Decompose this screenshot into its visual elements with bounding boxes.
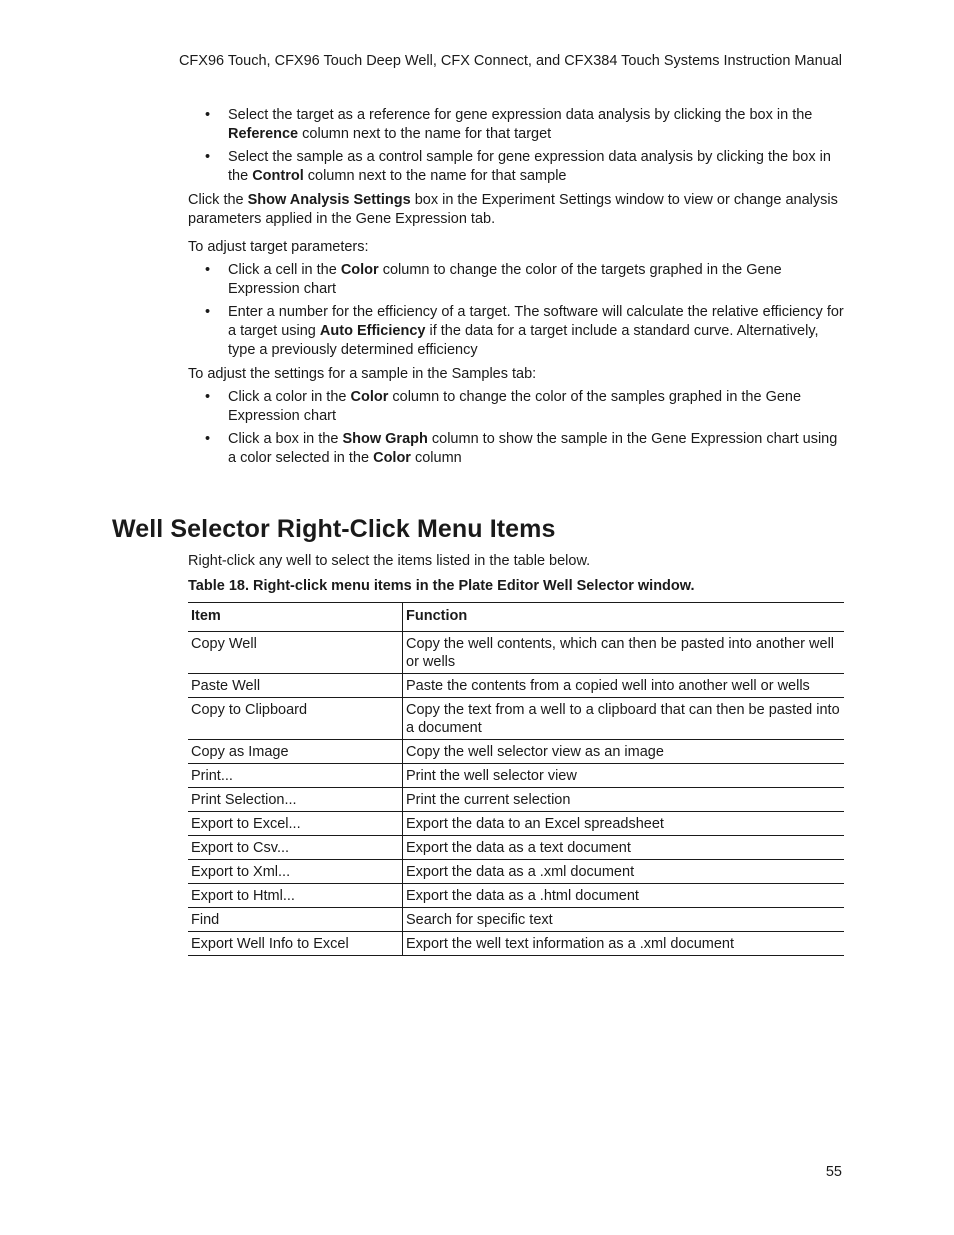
table-row xyxy=(188,812,844,836)
table-row xyxy=(188,860,844,884)
cell-function: Copy the text from a well to a clipboard that can then be pasted into a document xyxy=(406,702,840,736)
cell-item: Copy Well xyxy=(188,632,403,674)
cell-function: Export the data as a .xml document xyxy=(406,864,635,880)
table-row xyxy=(188,908,844,932)
page-number: 55 xyxy=(825,1164,842,1180)
bullet-list-samples xyxy=(188,388,844,468)
bullet-item: • Click a color in the Color column to change the color of the samples graphed in the Gene Expression chart xyxy=(188,388,844,426)
column-header-function: Function xyxy=(406,608,468,624)
cell-function: Export the well text information as a .xml document xyxy=(406,936,735,952)
table-caption: Table 18. Right-click menu items in the Plate Editor Well Selector window. xyxy=(188,578,695,594)
table-row xyxy=(188,884,844,908)
bullet-list-targets xyxy=(188,261,844,360)
cell-function: Export the data as a .html document xyxy=(406,888,639,904)
cell-item: Export to Csv... xyxy=(188,836,403,860)
table-row xyxy=(188,836,844,860)
cell-item: Export Well Info to Excel xyxy=(188,932,403,956)
bullet-list-selection xyxy=(188,106,844,186)
cell-item: Export to Excel... xyxy=(188,812,403,836)
cell-function: Export the data to an Excel spreadsheet xyxy=(406,816,664,832)
body-content xyxy=(188,106,844,472)
cell-item: Paste Well xyxy=(188,674,403,698)
cell-function: Print the well selector view xyxy=(406,768,577,784)
paragraph-sample-intro: To adjust the settings for a sample in the Samples tab: xyxy=(188,366,537,382)
bullet-item: • Enter a number for the efficiency of a target. The software will calculate the relative efficiency for a target using Auto Efficiency if the data for a target include a standard curve. Alternatively, type a previously determined efficiency xyxy=(188,303,844,360)
cell-function: Search for specific text xyxy=(406,912,553,928)
table-row xyxy=(188,788,844,812)
table-row xyxy=(188,674,844,698)
table-row xyxy=(188,632,844,674)
table-header-row xyxy=(188,603,844,632)
bullet-item: • Select the target as a reference for gene expression data analysis by clicking the box in the Reference column next to the name for that target xyxy=(188,106,844,144)
cell-function: Export the data as a text document xyxy=(406,840,631,856)
section-body xyxy=(188,552,844,956)
cell-item: Export to Xml... xyxy=(188,860,403,884)
cell-item: Print Selection... xyxy=(188,788,403,812)
column-header-item: Item xyxy=(188,603,403,632)
section-intro: Right-click any well to select the items listed in the table below. xyxy=(188,553,591,569)
bullet-item: • Click a cell in the Color column to change the color of the targets graphed in the Gene Expression chart xyxy=(188,261,844,299)
cell-function: Paste the contents from a copied well into another well or wells xyxy=(406,678,810,694)
running-header: CFX96 Touch, CFX96 Touch Deep Well, CFX Connect, and CFX384 Touch Systems Instruction Manual xyxy=(178,53,842,69)
paragraph-target-intro: To adjust target parameters: xyxy=(188,239,369,255)
menu-items-table xyxy=(188,602,844,956)
table-row xyxy=(188,932,844,956)
table-row xyxy=(188,698,844,740)
section-heading: Well Selector Right-Click Menu Items xyxy=(112,515,556,543)
bullet-item: • Select the sample as a control sample for gene expression data analysis by clicking the box in the Control column next to the name for that sample xyxy=(188,148,844,186)
cell-item: Export to Html... xyxy=(188,884,403,908)
table-row xyxy=(188,740,844,764)
cell-item: Find xyxy=(188,908,403,932)
cell-function: Print the current selection xyxy=(406,792,571,808)
cell-function: Copy the well contents, which can then be pasted into another well or wells xyxy=(406,636,835,670)
cell-item: Print... xyxy=(188,764,403,788)
cell-item: Copy as Image xyxy=(188,740,403,764)
table-row xyxy=(188,764,844,788)
paragraph-analysis-settings: Click the Show Analysis Settings box in the Experiment Settings window to view or change analysis parameters applied in the Gene Expression tab. xyxy=(188,192,838,227)
bullet-item: • Click a box in the Show Graph column to show the sample in the Gene Expression chart using a color selected in the Color column xyxy=(188,430,844,468)
cell-item: Copy to Clipboard xyxy=(188,698,403,740)
cell-function: Copy the well selector view as an image xyxy=(406,744,664,760)
